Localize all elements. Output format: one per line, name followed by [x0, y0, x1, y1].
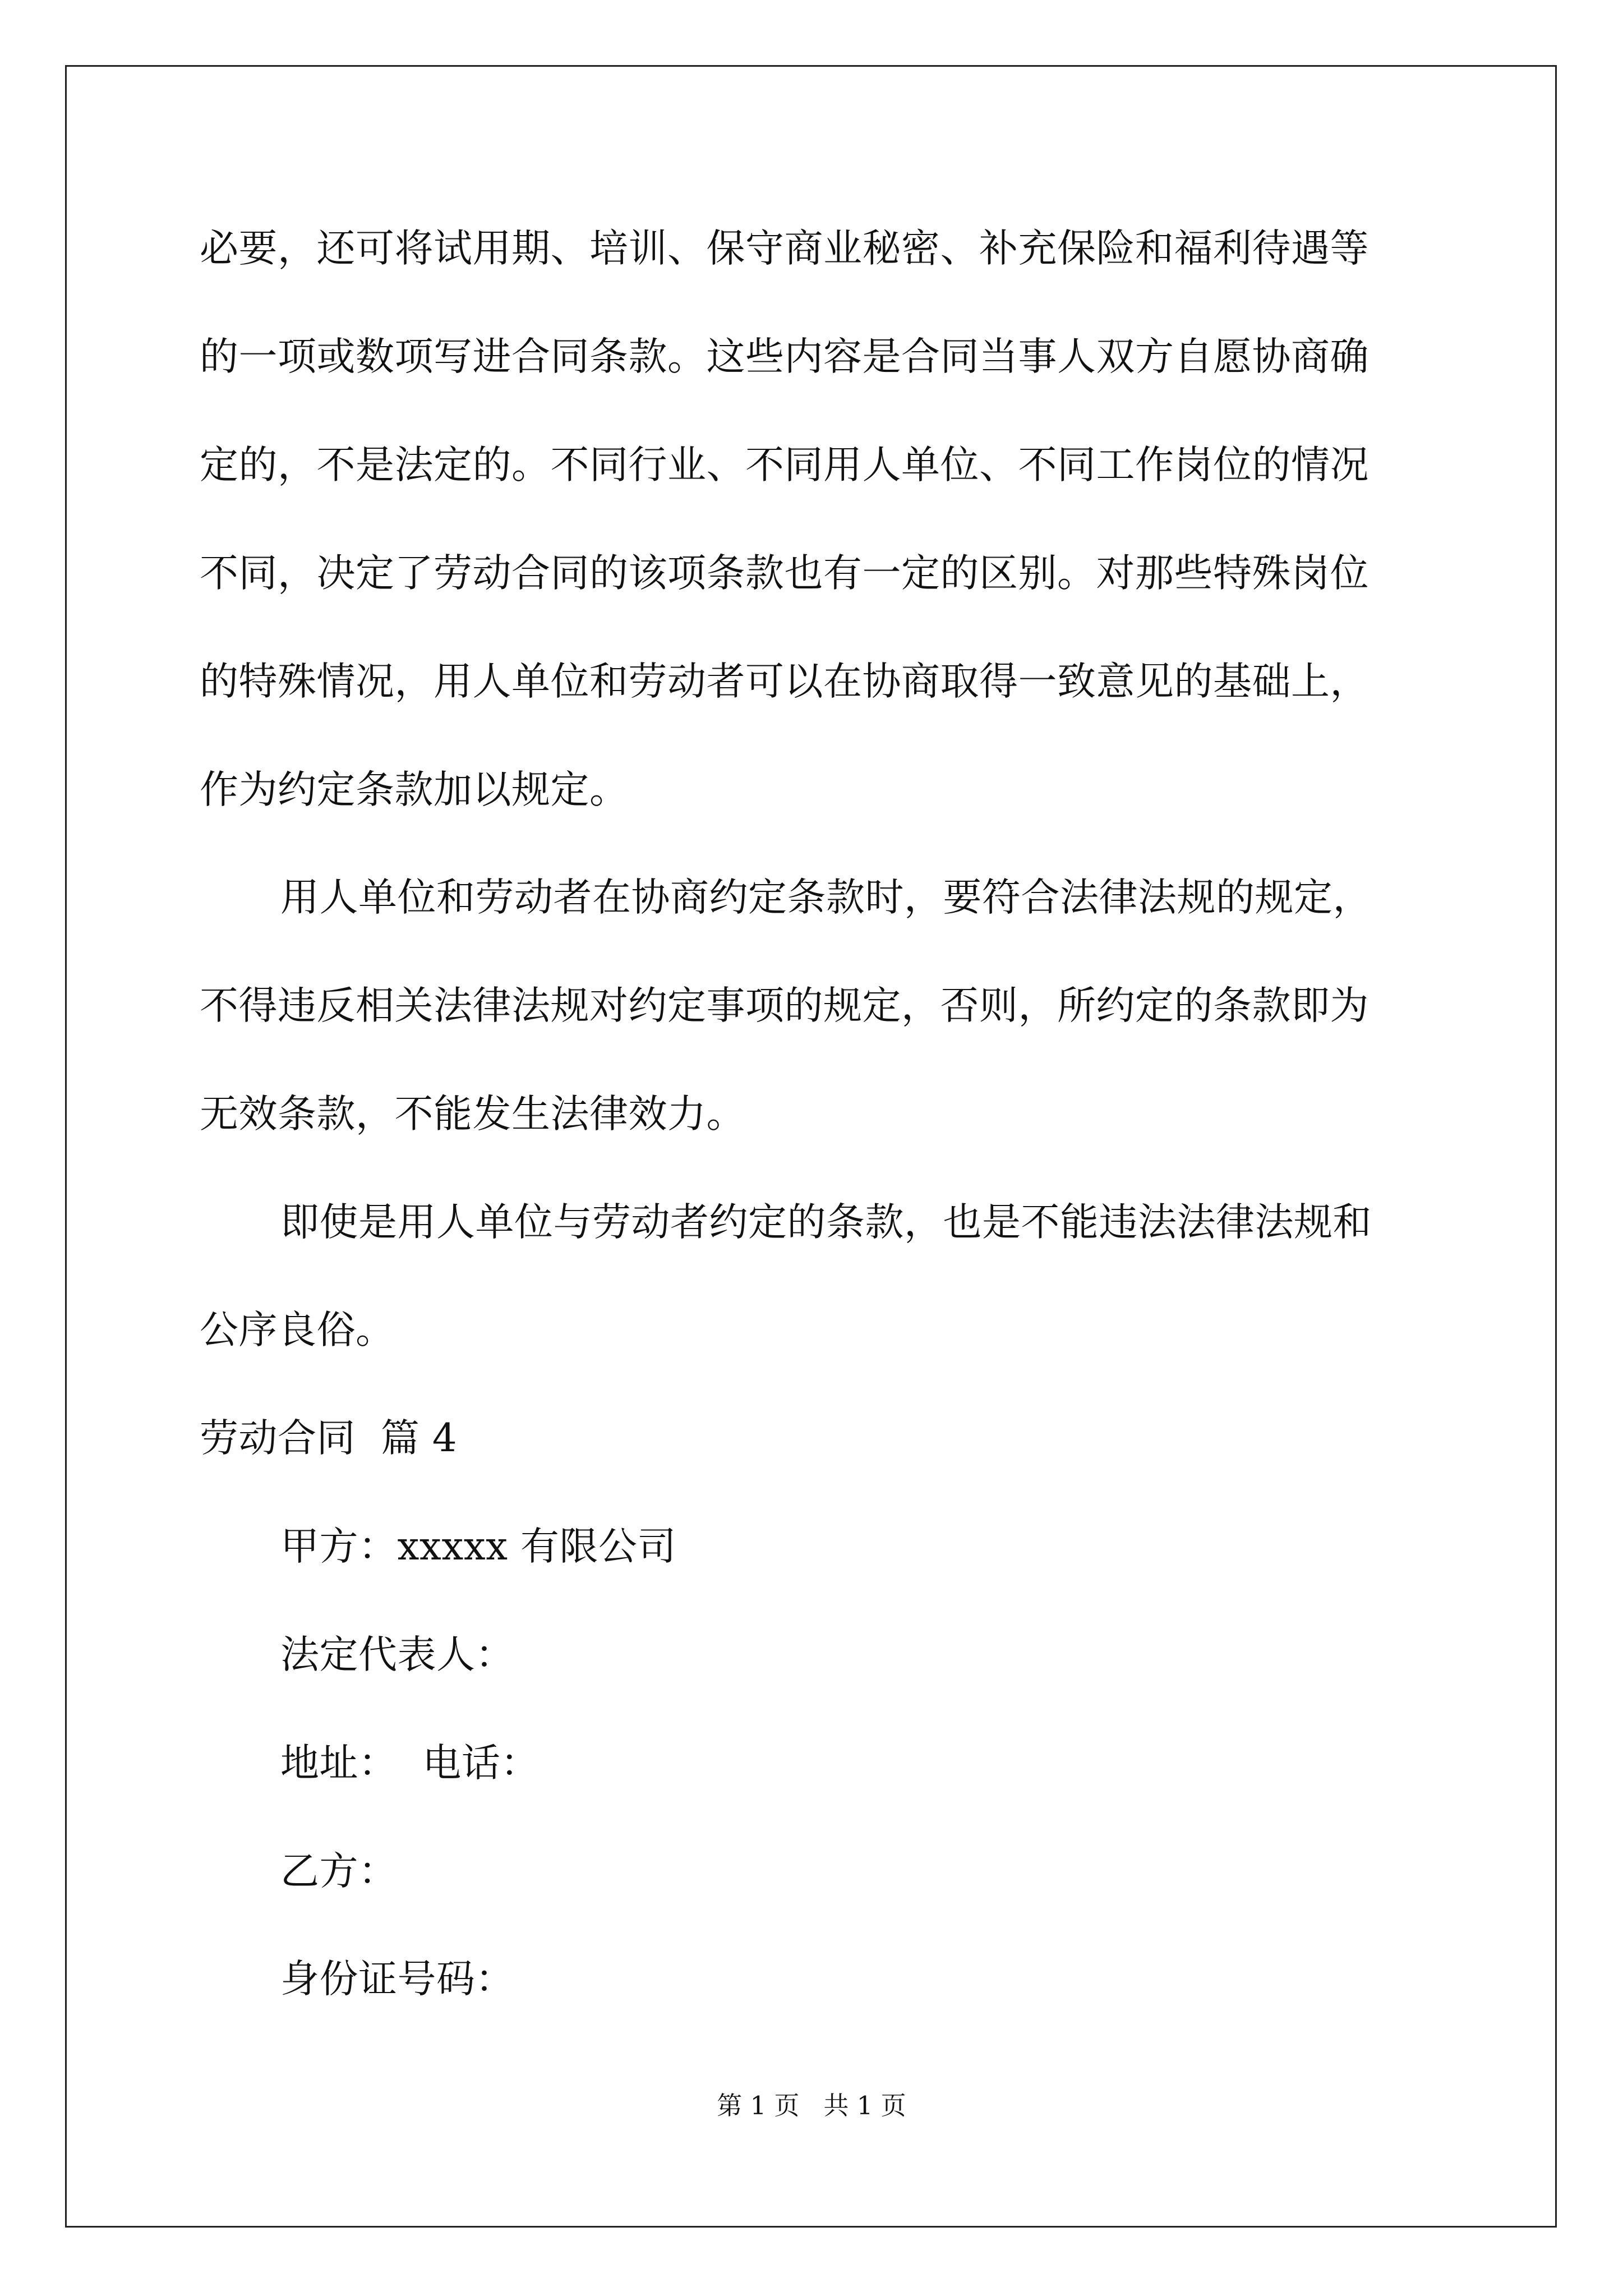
paragraph-line: 的一项或数项写进合同条款。这些内容是合同当事人双方自愿协商确 [200, 334, 1369, 379]
party-a-line: 甲方：xxxxx 有限公司 [280, 1524, 677, 1569]
id-number-line: 身份证号码： [280, 1957, 514, 2001]
paragraph-line: 作为约定条款加以规定。 [200, 767, 629, 812]
paragraph-line: 不同，决定了劳动合同的该项条款也有一定的区别。对那些特殊岗位 [200, 551, 1369, 596]
address-phone-line: 地址： 电话： [280, 1741, 540, 1786]
paragraph-line: 必要，还可将试用期、培训、保守商业秘密、补充保险和福利待遇等 [200, 226, 1369, 271]
section-heading: 劳动合同 篇 4 [200, 1416, 458, 1461]
paragraph-line: 不得违反相关法律法规对约定事项的规定，否则，所约定的条款即为 [200, 983, 1369, 1028]
page-border [65, 65, 1557, 2228]
paragraph-line: 定的，不是法定的。不同行业、不同用人单位、不同工作岗位的情况 [200, 443, 1369, 487]
paragraph-line: 的特殊情况，用人单位和劳动者可以在协商取得一致意见的基础上， [200, 659, 1369, 704]
paragraph-line: 即使是用人单位与劳动者约定的条款，也是不能违法法律法规和 [280, 1200, 1372, 1245]
party-b-line: 乙方： [280, 1849, 398, 1894]
legal-representative-line: 法定代表人： [280, 1632, 514, 1677]
paragraph-line: 无效条款，不能发生法律效力。 [200, 1092, 745, 1137]
page-footer: 第 1 页 共 1 页 [717, 2091, 906, 2120]
paragraph-line: 用人单位和劳动者在协商约定条款时，要符合法律法规的规定， [280, 875, 1372, 920]
paragraph-line: 公序良俗。 [200, 1308, 395, 1352]
